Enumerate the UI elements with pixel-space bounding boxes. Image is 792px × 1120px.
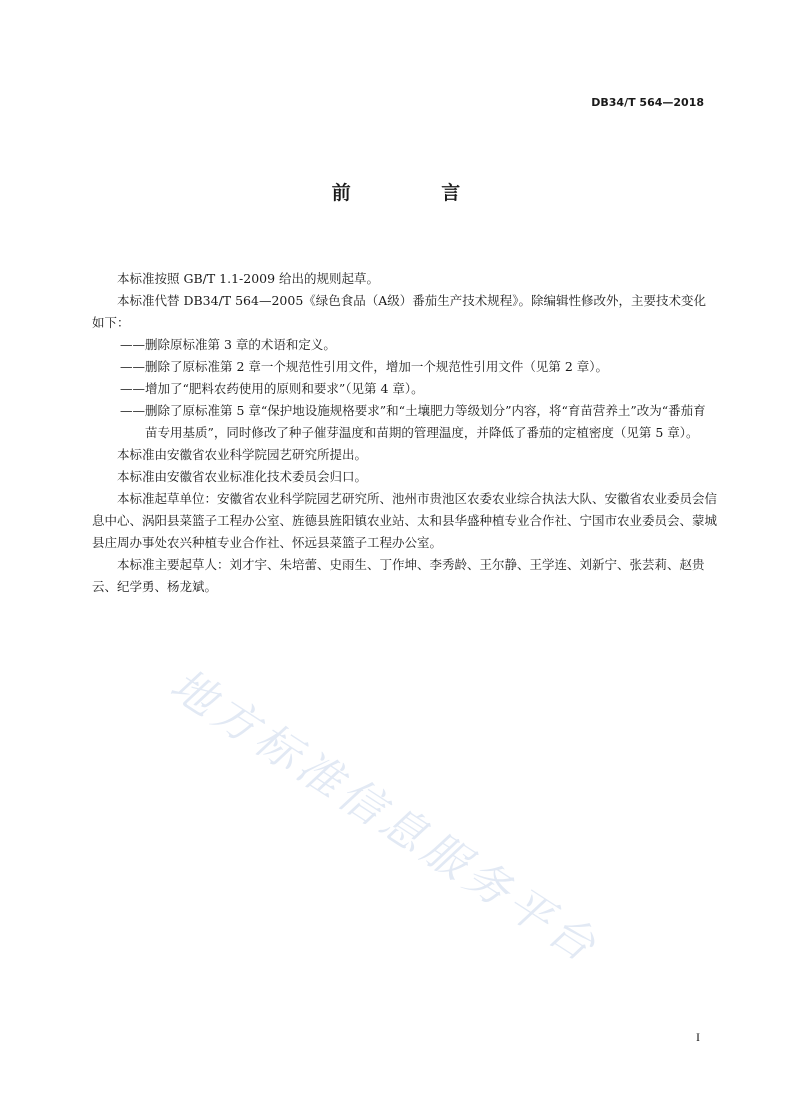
paragraph-proposer: 本标准由安徽省农业科学院园艺研究所提出。	[117, 447, 368, 462]
paragraph-drafters: 本标准主要起草人：刘才宇、朱培蕾、史雨生、丁作坤、李秀龄、王尔静、王学连、刘新宁、张芸莉、赵贵云、纪学勇、杨龙斌。	[92, 557, 705, 594]
document-code: DB34/T 564—2018	[591, 96, 704, 109]
foreword-body	[92, 268, 718, 598]
change-item: ——删除原标准第 3 章的术语和定义。	[120, 337, 336, 352]
change-item: ——删除了原标准第 2 章一个规范性引用文件，增加一个规范性引用文件（见第 2 章）。	[120, 359, 609, 374]
change-item: ——增加了“肥料农药使用的原则和要求”（见第 4 章）。	[120, 381, 424, 396]
page-number: I	[696, 1030, 700, 1044]
paragraph-drafting-units: 本标准起草单位：安徽省农业科学院园艺研究所、池州市贵池区农委农业综合执法大队、安徽省农业委员会信息中心、涡阳县菜篮子工程办公室、旌德县旌阳镇农业站、太和县华盛种植专业合作社、宁国市农业委员会、蒙城县庄周办事处农兴种植专业合作社、怀远县菜篮子工程办公室。	[92, 491, 718, 550]
watermark: 地方标准信息服务平台	[161, 659, 609, 975]
change-item: ——删除了原标准第 5 章“保护地设施规格要求”和“土壤肥力等级划分”内容，将“育苗营养土”改为“番茄育苗专用基质”，同时修改了种子催芽温度和苗期的管理温度，并降低了番茄的定植密度（见第 5 章）。	[120, 403, 706, 440]
paragraph-replacement: 本标准代替 DB34/T 564—2005《绿色食品（A级）番茄生产技术规程》。除编辑性修改外，主要技术变化如下：	[92, 293, 707, 330]
paragraph-drafting-rules: 本标准按照 GB/T 1.1-2009 给出的规则起草。	[117, 271, 380, 286]
page-title: 前 言	[331, 182, 503, 204]
paragraph-administrator: 本标准由安徽省农业标准化技术委员会归口。	[117, 469, 368, 484]
